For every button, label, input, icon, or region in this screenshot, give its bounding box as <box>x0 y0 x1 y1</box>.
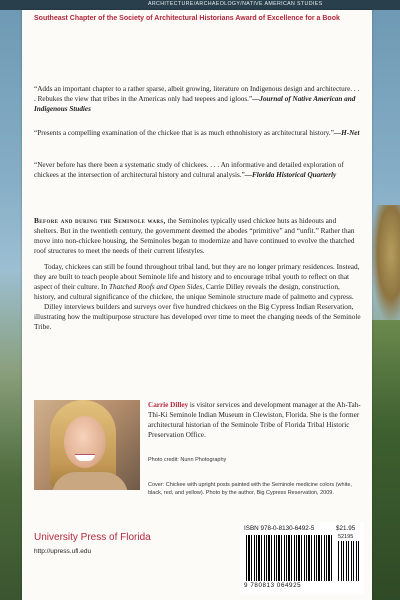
author-photo <box>34 400 140 490</box>
photo-credit: Photo credit: Nunn Photography <box>148 457 227 463</box>
paragraph-text: the Seminoles typically used chickee huts as hideouts and shelters. But in the twentieth century, the government deemed the abodes “primitive” and “unfit.” Rather than move into non-chickee housing, the Seminoles began to modernize and have continued to evolve the thatched roof structures to meet the needs of their current lifestyles. <box>34 216 355 255</box>
price: $21.95 <box>336 525 356 532</box>
cover-credit: Cover: Chickee with upright posts painted with the Seminole medicine colors (white, black, red, and yellow). Photo by the author, Big Cypress Reservation, 2009. <box>148 482 352 496</box>
quote-source: —H-Net <box>333 129 360 137</box>
author-bio <box>148 400 362 440</box>
barcode-digits: 9 780813 064925 <box>244 582 302 589</box>
barcode-bars <box>246 535 334 581</box>
description <box>34 216 361 332</box>
lead-in: Before and during the Seminole wars, <box>34 216 166 225</box>
quote-text: “Presents a compelling examination of the chickee that is as much ethnohistory as architectural history.” <box>34 129 334 137</box>
author-shoulder <box>52 472 128 490</box>
quote-text: “Adds an important chapter to a rather sparse, albeit growing, literature on Indigenous design and architecture. . . . Rebukes the view that tribes in the Americas only had teepees and igloos.” <box>34 85 360 103</box>
author-name: Carrie Dilley <box>148 401 189 409</box>
description-paragraph-2 <box>34 262 361 302</box>
quote-text: “Never before has there been a systematic study of chickees. . . . An informative and detailed exploration of chickees at the intersection of architectural history and cultural analysis.” <box>34 161 344 179</box>
isbn: ISBN 978-0-8130-6492-5 <box>244 525 315 532</box>
description-paragraph-1 <box>34 216 361 256</box>
publisher-url[interactable]: http://upress.ufl.edu <box>34 548 92 555</box>
review-quote-2 <box>34 128 360 138</box>
foliage-photo-edge <box>370 320 400 600</box>
description-paragraph-3 <box>34 302 361 332</box>
addon-number: 52195 <box>338 534 354 540</box>
paragraph-text: Dilley interviews builders and surveys over five hundred chickees on the Big Cypress Indian Reservation, illustrating how the multipurpose structure has developed over time to meet the changing needs of the Seminole Tribe. <box>34 302 361 331</box>
category-label: ARCHITECTURE/ARCHAEOLOGY/NATIVE AMERICAN STUDIES <box>148 1 323 7</box>
quote-source: —Florida Historical Quarterly <box>244 171 337 179</box>
palm-thatch-photo-edge <box>370 205 400 325</box>
publisher-name: University Press of Florida <box>34 532 151 543</box>
paragraph-text: Carrie Dilley reveals the design, construction, history, and cultural significance of the chickee, the unique Seminole structure made of palmetto and cypress. <box>34 282 354 301</box>
bio-text: is visitor services and development manager at the Ah-Tah-Thi-Ki Seminole Indian Museum in Clewiston, Florida. She is the former architectural historian of the Seminole Tribe of Florida Tribal Historic Preservation Office. <box>148 401 361 439</box>
review-quote-1 <box>34 84 360 114</box>
paragraph-text: Today, chickees can still be found throughout tribal land, but they are no longer primary residences. Instead, they are built to teach people about Seminole life and history and to encourage tribal youth to reflect on that aspect of their culture. In <box>34 262 360 291</box>
award-line: Southeast Chapter of the Society of Architectural Historians Award of Excellence for a Book <box>34 15 340 22</box>
quote-source: —Journal of Native American and Indigenous Studies <box>34 95 356 113</box>
barcode-box <box>240 522 364 594</box>
text-panel <box>22 10 372 600</box>
review-quote-3 <box>34 160 360 180</box>
addon-bars <box>338 541 360 581</box>
book-title: Thatched Roofs and Open Sides, <box>108 282 205 291</box>
